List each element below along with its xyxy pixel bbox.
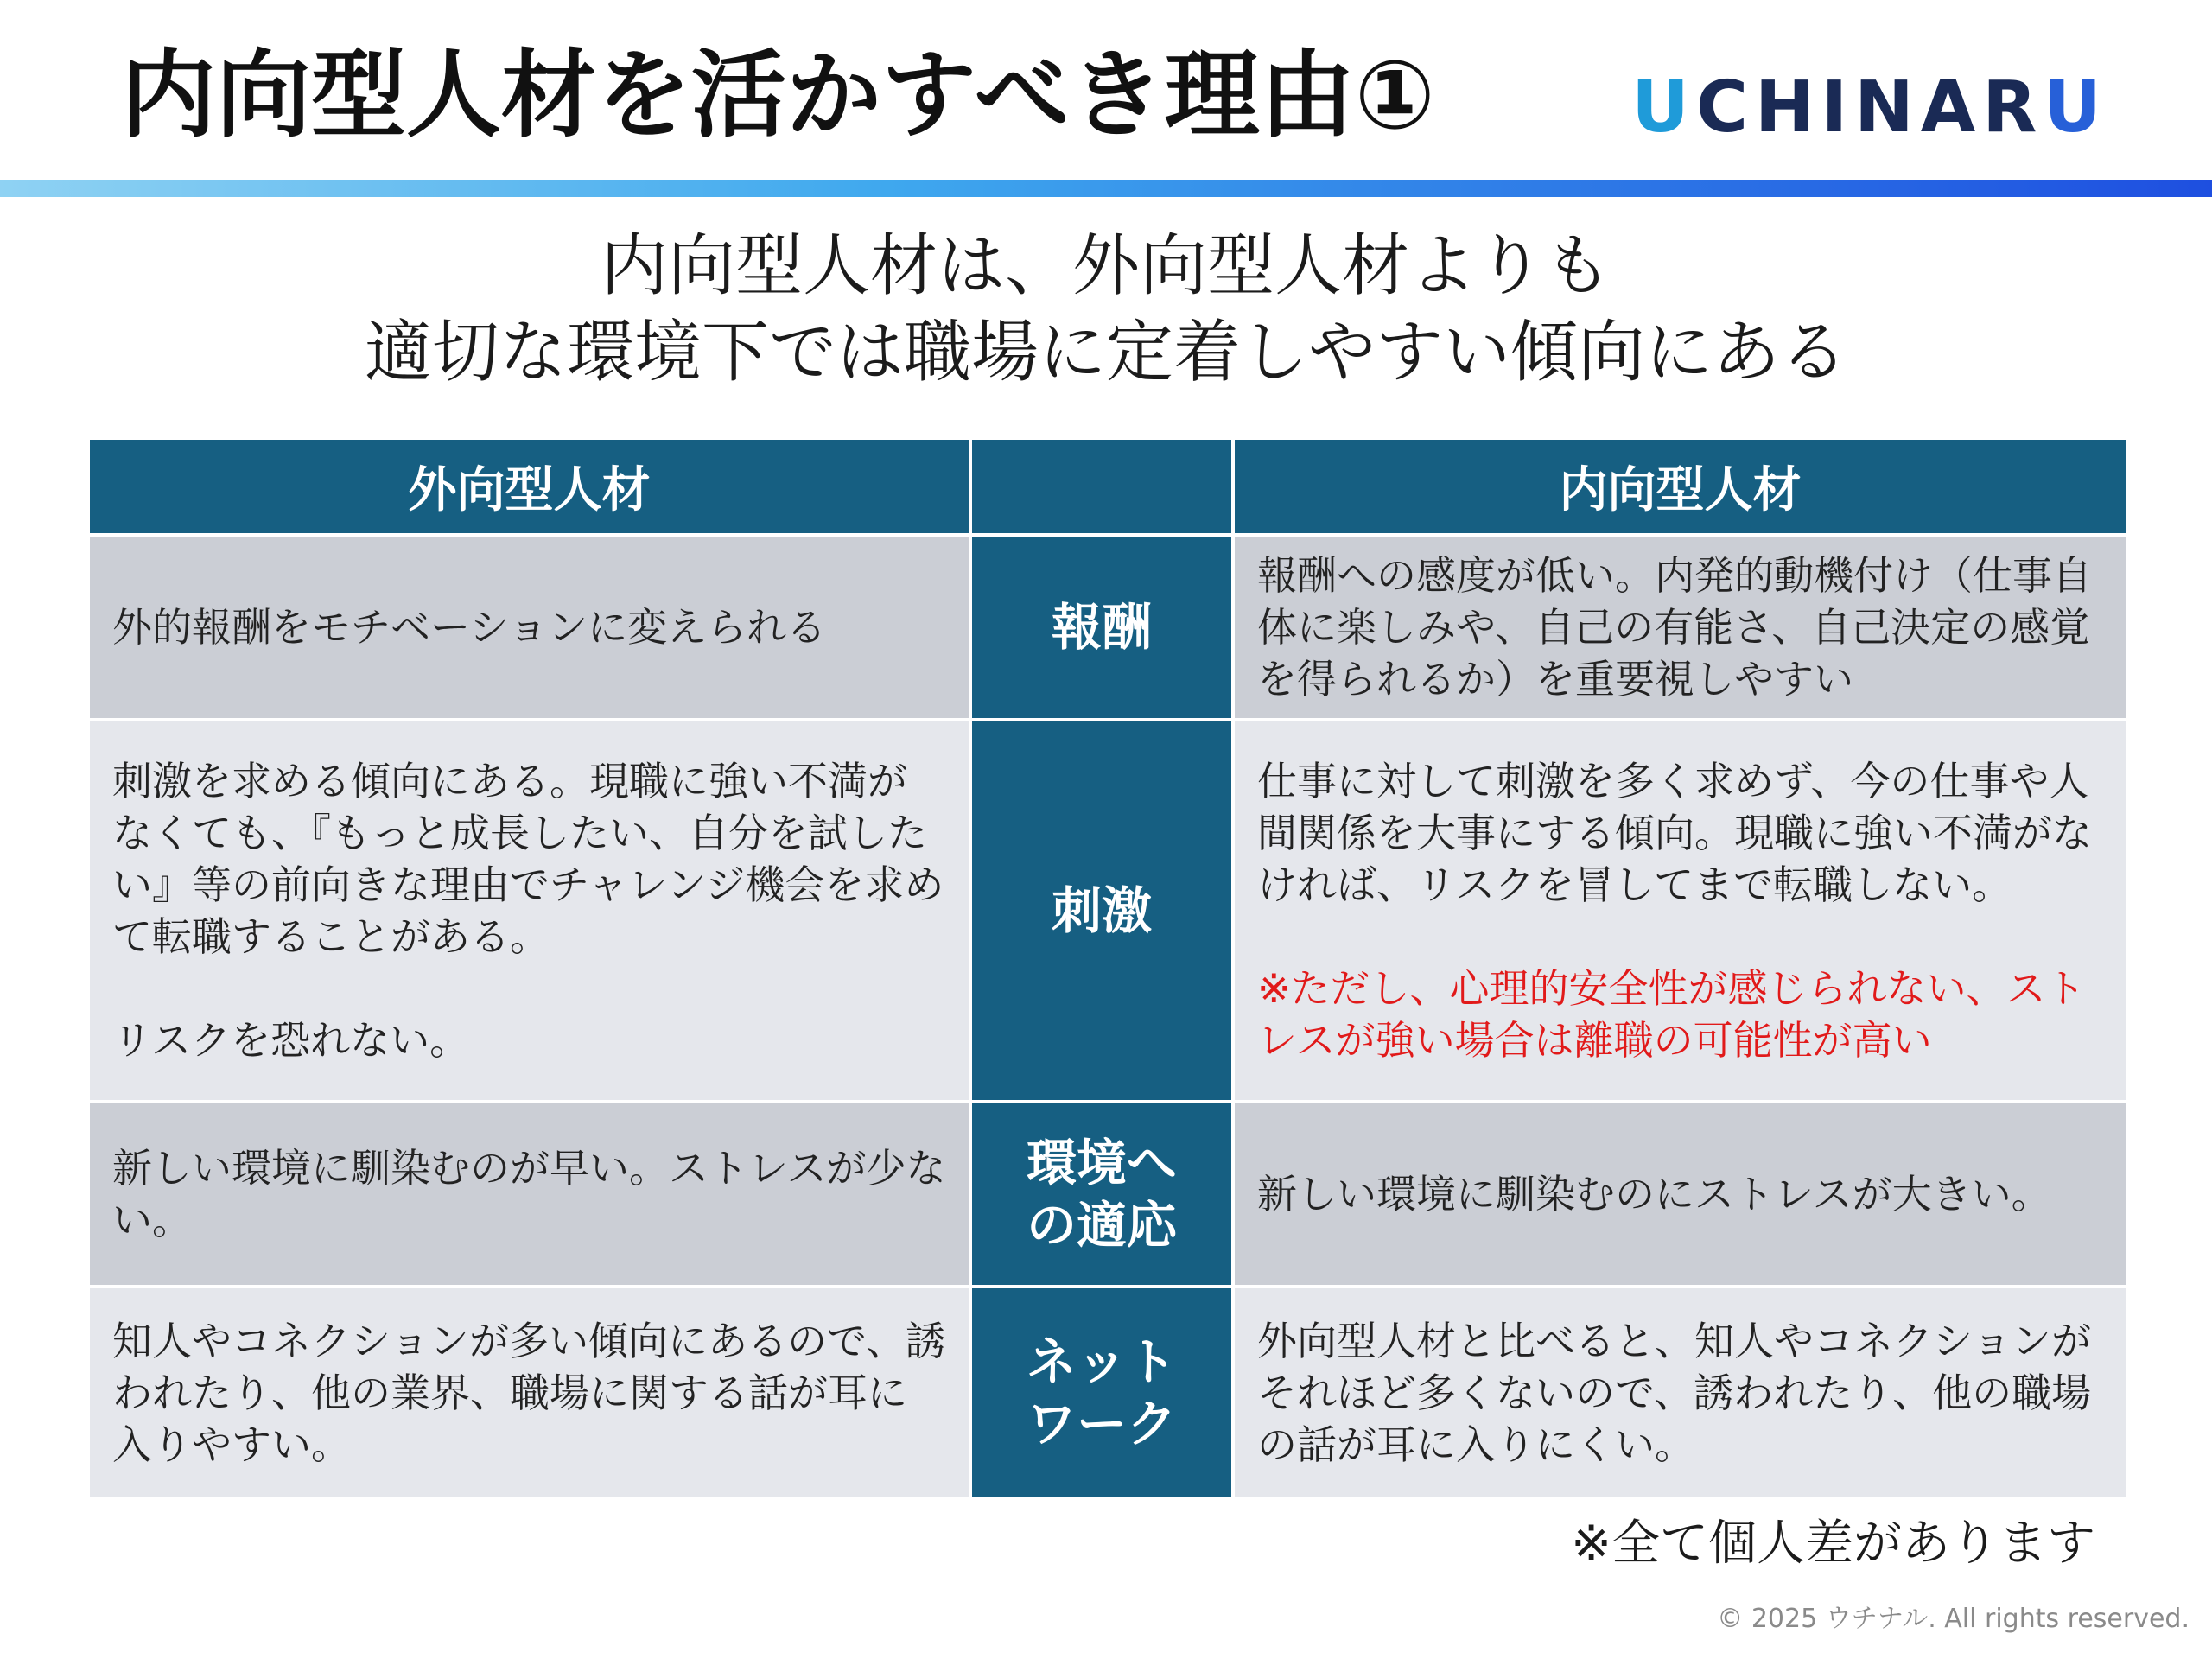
introvert-stimulus-text: 仕事に対して刺激を多く求めず、今の仕事や人間関係を大事にする傾向。現職に強い不満がなければ、リスクを冒してまで転職しない。 xyxy=(1257,758,2092,908)
cell-extrovert-adaptation: 新しい環境に馴染むのが早い。ストレスが少ない。 xyxy=(90,1103,969,1285)
category-adaptation xyxy=(972,1103,1231,1285)
disclaimer-note: ※全て個人差があります xyxy=(1571,1516,2095,1572)
table-row-adaptation xyxy=(90,1103,2126,1285)
header-divider xyxy=(0,180,2212,197)
header-introvert: 内向型人材 xyxy=(1235,440,2126,533)
header-category xyxy=(972,440,1231,533)
category-network-line-2: ワーク xyxy=(1026,1395,1177,1453)
category-network-line-1: ネット xyxy=(1026,1332,1177,1391)
brand-logo xyxy=(1631,69,2108,147)
spacer xyxy=(112,963,946,1014)
cell-introvert-stimulus xyxy=(1235,721,2126,1100)
subtitle-line-1: 内向型人材は、外向型人材よりも xyxy=(600,227,1611,305)
logo-first-letter: U xyxy=(1631,67,1696,149)
table-header-row xyxy=(90,440,2126,533)
logo-last-letter: U xyxy=(2044,67,2108,149)
extrovert-stimulus-note: リスクを恐れない。 xyxy=(112,1017,470,1064)
cell-introvert-adaptation: 新しい環境に馴染むのにストレスが大きい。 xyxy=(1235,1103,2126,1285)
spacer xyxy=(1257,911,2103,963)
category-adaptation-line-1: 環境へ xyxy=(1026,1134,1177,1192)
category-stimulus: 刺激 xyxy=(972,721,1231,1100)
logo-middle: CHINAR xyxy=(1695,67,2044,149)
header-extrovert: 外向型人材 xyxy=(90,440,969,533)
cell-extrovert-network: 知人やコネクションが多い傾向にあるので、誘われたり、他の業界、職場に関する話が耳に入りやすい。 xyxy=(90,1288,969,1497)
cell-introvert-reward: 報酬への感度が低い。内発的動機付け（仕事自体に楽しみや、自己の有能さ、自己決定の感覚を得られるか）を重要視しやすい xyxy=(1235,537,2126,718)
subtitle-line-2: 適切な環境下では職場に定着しやすい傾向にある xyxy=(364,314,1847,391)
extrovert-stimulus-text: 刺激を求める傾向にある。現職に強い不満がなくても、『もっと成長したい、自分を試したい』等の前向きな理由でチャレンジ機会を求めて転職することがある。 xyxy=(112,758,944,960)
table-row-stimulus xyxy=(90,721,2126,1100)
cell-extrovert-stimulus xyxy=(90,721,969,1100)
subtitle xyxy=(0,223,2212,396)
category-network xyxy=(972,1288,1231,1497)
copyright-notice: © 2025 ウチナル. All rights reserved. xyxy=(1717,1604,2190,1634)
page-title: 内向型人材を活かすべき理由① xyxy=(121,40,1435,150)
table-row-network xyxy=(90,1288,2126,1497)
table-row-reward xyxy=(90,537,2126,718)
category-adaptation-line-2: の適応 xyxy=(1026,1196,1177,1255)
cell-introvert-network: 外向型人材と比べると、知人やコネクションがそれほど多くないので、誘われたり、他の職場の話が耳に入りにくい。 xyxy=(1235,1288,2126,1497)
introvert-stimulus-warning: ※ただし、心理的安全性が感じられない、ストレスが強い場合は離職の可能性が高い xyxy=(1257,965,2086,1064)
cell-extrovert-reward: 外的報酬をモチベーションに変えられる xyxy=(90,537,969,718)
category-reward: 報酬 xyxy=(972,537,1231,718)
comparison-table xyxy=(86,436,2129,1501)
